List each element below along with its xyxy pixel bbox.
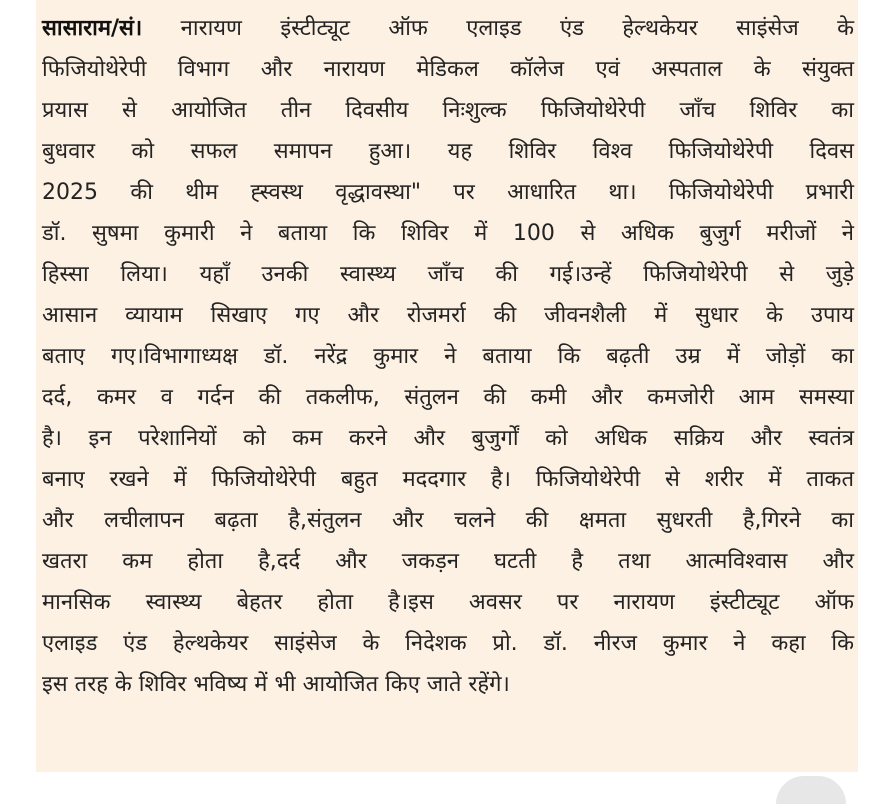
- article-line: खतरा कम होता है,दर्द और जकड़न घटती है तथा आत्मविश्वास और: [42, 549, 854, 574]
- article-line: [42, 8, 854, 49]
- article-line: और लचीलापन बढ़ता है,संतुलन और चलने की क्षमता सुधरती है,गिरने का: [42, 508, 854, 533]
- article-line: 2025 की थीम ह्स्वस्थ वृद्धावस्था" पर आधारित था। फिजियोथेरेपी प्रभारी: [42, 180, 854, 205]
- article-line: दर्द, कमर व गर्दन की तकलीफ, संतुलन की कमी और कमजोरी आम समस्या: [42, 385, 854, 410]
- article-line: डॉ. सुषमा कुमारी ने बताया कि शिविर में 100 से अधिक बुजुर्ग मरीजों ने: [42, 221, 854, 246]
- article-line: आसान व्यायाम सिखाए गए और रोजमर्रा की जीवनशैली में सुधार के उपाय: [42, 303, 854, 328]
- article-line: हिस्सा लिया। यहाँ उनकी स्वास्थ्य जाँच की गई।उन्हें फिजियोथेरेपी से जुड़े: [42, 262, 854, 287]
- article-line: बनाए रखने में फिजियोथेरेपी बहुत मददगार है। फिजियोथेरेपी से शरीर में ताकत: [42, 467, 854, 492]
- dateline: सासाराम/सं।: [42, 16, 143, 41]
- article-line: एलाइड एंड हेल्थकेयर साइंसेज के निदेशक प्रो. डॉ. नीरज कुमार ने कहा कि: [42, 631, 854, 656]
- newspaper-clipping: [36, 0, 858, 772]
- article-line: इस तरह के शिविर भविष्य में भी आयोजित किए जाते रहेंगे।: [42, 672, 510, 697]
- article-line: प्रयास से आयोजित तीन दिवसीय निःशुल्क फिजियोथेरेपी जाँच शिविर का: [42, 98, 854, 123]
- article-line: मानसिक स्वास्थ्य बेहतर होता है।इस अवसर पर नारायण इंस्टीट्यूट ऑफ: [42, 590, 854, 615]
- article-line: बताए गए।विभागाध्यक्ष डॉ. नरेंद्र कुमार ने बताया कि बढ़ती उम्र में जोड़ों का: [42, 344, 854, 369]
- article-line: फिजियोथेरेपी विभाग और नारायण मेडिकल कॉलेज एवं अस्पताल के संयुक्त: [42, 57, 854, 82]
- article-body: [42, 8, 854, 705]
- article-line-text: नारायण इंस्टीट्यूट ऑफ एलाइड एंड हेल्थकेयर साइंसेज के: [180, 16, 854, 41]
- article-line: है। इन परेशानियों को कम करने और बुजुर्गों को अधिक सक्रिय और स्वतंत्र: [42, 426, 854, 451]
- article-line: बुधवार को सफल समापन हुआ। यह शिविर विश्व फिजियोथेरेपी दिवस: [42, 139, 854, 164]
